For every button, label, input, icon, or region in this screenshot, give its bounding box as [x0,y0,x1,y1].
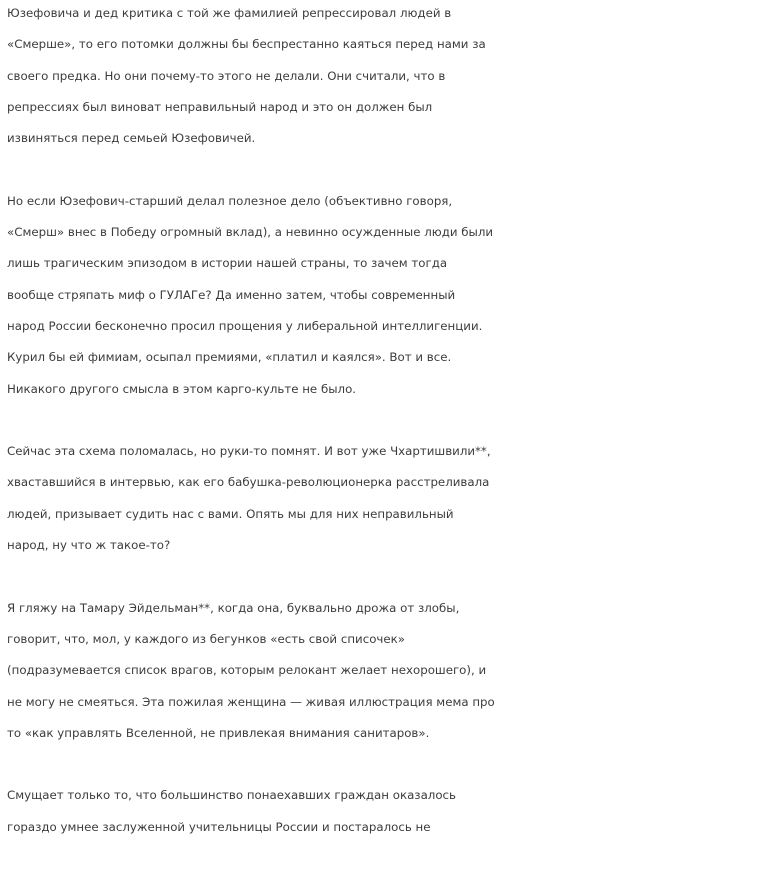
text-line: вообще стряпать миф о ГУЛАГе? Да именно затем, чтобы современный [7,287,456,302]
text-line: народ России бесконечно просил прощения у либеральной интеллигенции. [7,318,483,333]
text-line: (подразумевается список врагов, которым релокант желает нехорошего), и [7,663,487,678]
paragraph [7,593,783,749]
text-line: гораздо умнее заслуженной учительницы России и постаралось не [7,819,431,834]
text-line: Сейчас эта схема поломалась, но руки-то помнят. И вот уже Чхартишвили**, [7,444,491,459]
text-line: людей, призывает судить нас с вами. Опять мы для них неправильный [7,506,454,521]
article-body [7,0,783,874]
text-line: извиняться перед семьей Юзефовичей. [7,131,256,146]
text-line: хваставшийся в интервью, как его бабушка-революционерка расстреливала [7,475,490,490]
paragraph [7,186,783,405]
text-line: лишь трагическим эпизодом в истории нашей страны, то зачем тогда [7,256,448,271]
text-line: «Смерш» внес в Победу огромный вклад), а невинно осужденные люди были [7,225,494,240]
text-line: не могу не смеяться. Эта пожилая женщина — живая иллюстрация мема про [7,694,495,709]
paragraph [7,0,783,154]
paragraph [7,780,783,843]
text-line: Никакого другого смысла в этом карго-культе не было. [7,381,357,396]
text-line: Курил бы ей фимиам, осыпал премиями, «платил и каялся». Вот и все. [7,350,452,365]
text-line: своего предка. Но они почему-то этого не делали. Они считали, что в [7,68,446,83]
text-line: Я гляжу на Тамару Эйдельман**, когда она, буквально дрожа от злобы, [7,600,460,615]
text-line: Но если Юзефович-старший делал полезное дело (объективно говоря, [7,193,453,208]
text-line: Юзефовича и дед критика с той же фамилией репрессировал людей в [7,6,452,20]
text-line: народ, ну что ж такое-то? [7,538,171,553]
text-line: Смущает только то, что большинство понаехавших граждан оказалось [7,788,456,803]
paragraph [7,436,783,561]
text-line: то «как управлять Вселенной, не привлекая внимания санитаров». [7,725,430,740]
text-line: «Смерше», то его потомки должны бы беспрестанно каяться перед нами за [7,37,486,52]
text-line: говорит, что, мол, у каждого из бегунков «есть свой списочек» [7,631,405,646]
text-line: репрессиях был виноват неправильный народ и это он должен был [7,99,433,114]
